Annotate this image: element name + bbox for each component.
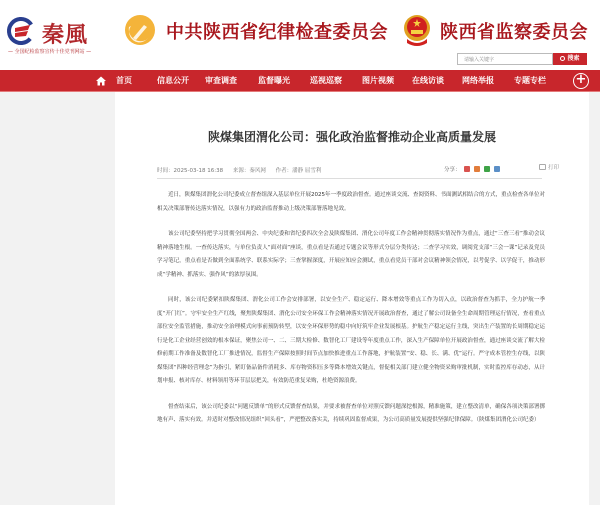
nav-item-special-topics[interactable]: 专题专栏 [514,76,546,85]
nav-item-inspection[interactable]: 巡视巡察 [310,76,342,85]
weibo-share-icon[interactable] [464,166,470,172]
main-nav [0,70,600,92]
search-button-label: 搜索 [567,55,580,62]
party-commission-title: 中共陕西省纪律检查委员会 [166,22,388,43]
print-button[interactable] [539,163,559,171]
site-header [0,0,600,70]
publish-time: 时间：2025-03-18 16:38 [157,168,224,174]
nav-item-info-disclosure[interactable]: 信息公开 [157,76,189,85]
article-paragraph: 同时，该公司纪委紧扣陕煤集团、渭化公司工作会安排部署，以安全生产、稳定运行、降本增效等重点工作为切入点，以政治督查为抓手，全力护航一季度“开门红”。守牢安全生产红线，聚焦陕煤集团、渭化公司安全环保工作会精神落实情况开展政治督查，通过了解公司设备全生命周期管理运行情况，查看重点部位安全监管措施，推动安全治理模式向事前预防转型，以安全环保形势的稳中向好筑牢企业发展根基。护航生产稳定运行主线，突出生产装置的长周期稳定运行是化工企业经营创效的根本保证，聚焦公司一、二、三期大检修、数智化工厂建设等年度重点工作，深入生产保障单位开展政治督查，通过座谈交流了解大检修前期工作准备及数智化工厂推进情况，监督生产保障按照时间节点加快推进重点工作落地，护航装置“安、稳、长、满、优”运行。严守成本管控生存线，以陕煤集团“四种经营理念”为指引，紧盯备品备件消耗多、库存物资积压多等降本增效关键点，督促相关部门建立健全物资采购审批机制，实时监控库存动态，从计划申报、核对库存、材料领用等环节层层把关，有效防范重复采购，杜绝资源浪费。 [157,297,545,384]
logo-subtitle: — 全国纪检监察宣传十佳党刊网站 — [8,49,92,55]
nav-item-online-report[interactable]: 网络举报 [462,76,494,85]
qq-share-icon[interactable] [494,166,500,172]
article-paragraph: 该公司纪委坚持把学习贯彻全国两会、中央纪委和省纪委四次全会及陕煤集团、渭化公司年度工作会精神贯彻落实情况作为重点，通过“三查三看”推动会议精神落地生根。一查传达落实，与单位负责人“面对面”座谈，重点看是否通过专题会议等形式分层分类传达；二查学习实效，调阅党支部“三会一课”记录及党员学习笔记，重点看是否做到全面系统学、联系实际学；三查掌握深度，开展应知应会测试，重点看党员干部对会议精神领会情况，以考促学、以学促干，推动形成“学精神、抓落实、强作风”的浓厚氛围。 [157,231,545,278]
nav-item-online-interview[interactable]: 在线访谈 [412,76,444,85]
qzone-share-icon[interactable] [474,166,480,172]
print-label: 打印 [548,165,560,171]
party-emblem-icon [124,14,156,46]
article-author: 作者：潘静 屈雪利 [275,168,322,174]
nav-item-exposure[interactable]: 监督曝光 [258,76,290,85]
qinfeng-logo-icon [6,16,36,46]
article-paragraph: 近日，陕煤集团渭化公司纪委成立督查组深入基层单位开展2025年一季度政治督查。通过座谈交流、查阅资料、书面测试相结合的方式，重点检查各单位对相关决策部署传达落实情况，以强有力的政治监督推动上级决策部署落地见效。 [157,192,546,212]
article-paragraph: 督查结束后，该公司纪委以“问题反馈单”的形式反馈督查结果，并要求被督查单位对照反馈问题深挖根源，精准施策，建立整改清单，确保各项决策部署掷地有声、落实有效。并适时对整改情况组织“回头看”，严把整改落实关，持续巩固监督成果，为公司高质量发展提供坚强纪律保障。（陕煤集团渭化公司纪委） [157,403,545,423]
wechat-share-icon[interactable] [484,166,490,172]
qinfeng-logo[interactable] [4,12,104,57]
meta-divider [157,178,542,179]
search-icon [560,56,565,61]
search-button[interactable] [553,53,587,65]
home-icon[interactable] [96,76,106,86]
nav-item-photo-video[interactable]: 图片视频 [362,76,394,85]
article-source: 来源：秦风网 [232,168,266,174]
article-body [157,189,545,440]
article-title: 陕煤集团渭化公司：强化政治监督推动企业高质量发展 [207,130,496,144]
share-label: 分享： [444,167,461,173]
nav-item-investigation[interactable]: 审查调查 [205,76,237,85]
state-commission-title: 陕西省监察委员会 [440,22,588,43]
national-emblem-icon [402,13,432,47]
logo-text: 秦風 [42,22,89,48]
share-bar [444,165,500,173]
article-container [115,92,589,505]
search-input[interactable]: 请输入关键字 [457,53,553,65]
more-menu-button[interactable]: + [573,73,589,89]
printer-icon [539,164,546,170]
article-meta [157,166,329,174]
nav-item-home[interactable]: 首页 [116,76,132,85]
